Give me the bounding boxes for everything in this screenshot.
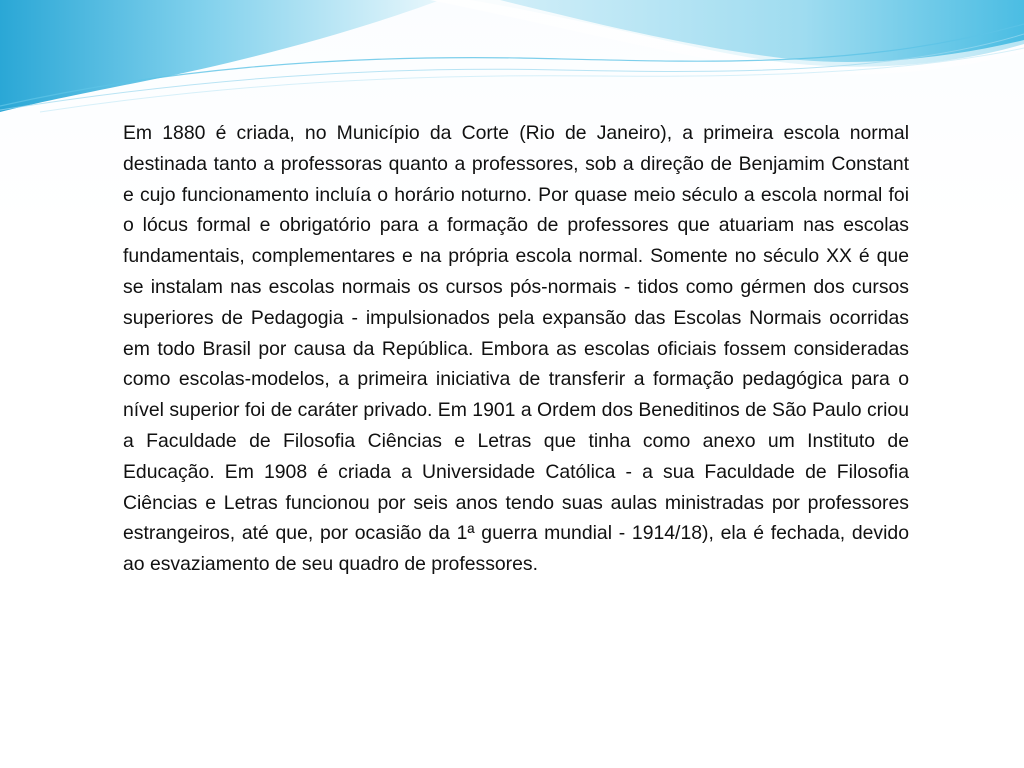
body-text [123,118,909,580]
paragraph-2: Por quase meio século a escola normal foi o lócus formal e obrigatório para a formação de professores que atuariam nas escolas fundamentais, complementares e na própria escola normal. Somente no século XX é que se instalam nas escolas normais os cursos pós-normais - tidos como gérmen dos cursos superiores de Pedagogia - impulsionados pela expansão das Escolas Normais ocorridas em todo Brasil por causa da República. [123,183,910,360]
wave-left-band [0,0,440,112]
paragraph-1: Em 1880 é criada, no Município da Corte (Rio de Janeiro), a primeira escola normal destinada tanto a professoras quanto a professores, sob a direção de Benjamim Constant e cujo funcionamento incluía o horário noturno. [123,122,909,206]
paragraph-3: Embora as escolas oficiais fossem consideradas como escolas-modelos, a primeira iniciativa de transferir a formação pedagógica para o nível superior foi de caráter privado. Em 1901 a Ordem dos Beneditinos de São Paulo criou a Faculdade de Filosofia Ciências e Letras que tinha como anexo um Instituto de Educação. Em 1908 é criada a Universidade Católica - a sua Faculdade de Filosofia Ciências e Letras funcionou por seis anos tendo suas aulas ministradas por professores estrangeiros, até que, por ocasião da 1ª guerra mundial - 1914/18), ela é fechada, devido ao esvaziamento de seu quadro de professores. [123,337,910,576]
